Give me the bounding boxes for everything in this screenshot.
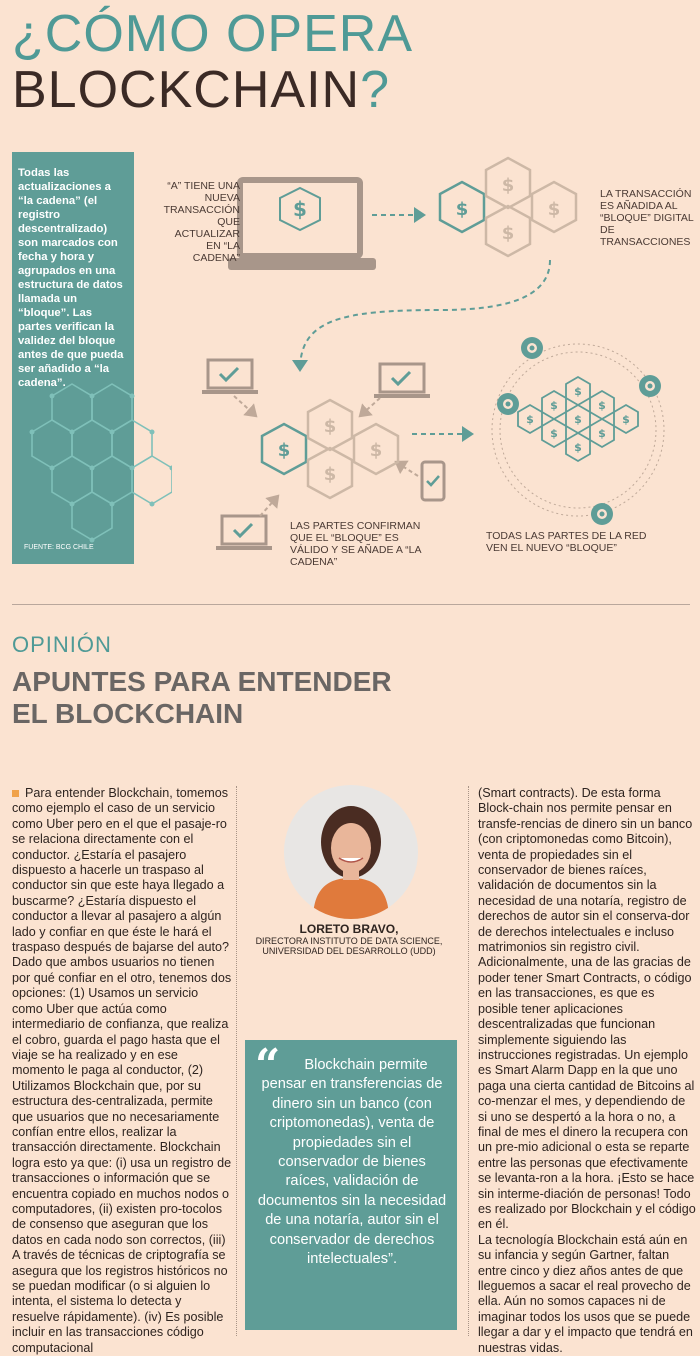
dollar-icon: $ xyxy=(598,427,606,440)
step3-caption: LAS PARTES CONFIRMAN QUE EL “BLOQUE” ES VÁLIDO Y SE AÑADE A “LA CADENA” xyxy=(290,520,421,568)
author-photo xyxy=(283,784,419,920)
column3-paragraph: La tecnología Blockchain está aún en su infancia y según Gartner, faltan entre cinco y diez años antes de que lleguemos a sacar el real provecho de ella. Aún no somos capaces ni de imaginar todos los usos que se puede llegar a dar y el impacto que tendrá en nuestras vidas. xyxy=(478,1232,693,1355)
column3-paragraph: (Smart contracts). De esta forma Block-chain nos permite pensar en transfe-rencias de dinero sin un banco (con criptomonedas como Bitcoin), venta de propiedades sin el conservador de bienes raíces, validación de documentos sin la necesidad de una notaría, registro de derechos de autor sin el conserva-dor de derechos intelectuales e incluso matrimonios sin registro civil. xyxy=(478,786,693,955)
author-credit xyxy=(252,922,446,956)
laptop-check-icon xyxy=(216,516,272,550)
dollar-icon: $ xyxy=(323,464,337,485)
dollar-icon: $ xyxy=(293,197,307,221)
page-title-question-mark: ? xyxy=(360,61,390,119)
author-name: LORETO BRAVO, xyxy=(299,922,399,936)
column-divider xyxy=(468,786,469,1336)
source-credit: FUENTE: BCG CHILE xyxy=(24,544,94,551)
dollar-icon: $ xyxy=(501,175,515,196)
article-column-3 xyxy=(478,786,696,1356)
sidebar-text: Todas las actualizaciones a “la cadena” (el registro descentralizado) son marcados con fecha y hora y agrupados en una estructura de datos llamada un “bloque”. Las partes verifican la validez del bloque antes de que pueda ser añadido a “la cadena”. xyxy=(18,167,124,389)
dollar-icon: $ xyxy=(598,399,606,412)
page-title-word: BLOCKCHAIN xyxy=(12,61,361,119)
page-title-line1: ¿CÓMO OPERA xyxy=(12,5,414,63)
dollar-icon: $ xyxy=(501,223,515,244)
dollar-icon: $ xyxy=(455,199,469,220)
dollar-icon: $ xyxy=(574,385,582,398)
eye-icon xyxy=(497,393,519,415)
headline-line2: EL BLOCKCHAIN xyxy=(12,698,244,729)
quote-mark-icon: “ xyxy=(255,1040,281,1091)
dollar-icon: $ xyxy=(323,416,337,437)
column1-paragraph: Para entender Blockchain, tomemos como ejemplo el caso de un servicio como Uber pero en el que el pasaje-ro se relaciona directamente con el conductor. ¿Estaría el pasajero dispuesto a hacerle un traspaso al conductor sin que este haya llegado a buscarme? ¿Estaría dispuesto el conductor a llevar al pasajero a algún lado y confiar en que éste le hará el traspaso después de bajarse del auto? Dado que ambos usuarios no tienen por qué confiar en el otro, tenemos dos opciones: (1) Usamos un servicio como Uber que actúa como intermediario de confianza, que realiza el cobro, guarda el pago hasta que el viaje se ha realizado y en ese momento le paga al conductor, (2) Utilizamos Blockchain que, por su estructura des-centralizada, permite que usuarios que no necesariamente confían entre ellos, realizar la transacción directamente. Blockchain logra esto ya que: (i) usa un registro de transacciones o información que se encuentra copiado en muchos nodos o computadores, (ii) existen pro-tocolos de consenso que aseguran que los datos en cada nodo son correctos, (iii) A través de técnicas de criptografía se asegura que los registros históricos no se puedan modificar (o si alguien lo intenta, el sistema lo detecta y resuelve rápidamente). (iv) Es posible incluir en las transacciones código computacional xyxy=(12,786,232,1355)
eye-icon xyxy=(591,503,613,525)
section-label: OPINIÓN xyxy=(12,632,112,657)
pull-quote-text: Blockchain permite pensar en transferencias de dinero sin un banco (con criptomonedas), venta de propiedades sin el conservador de bienes raíces, validación de documentos sin la necesidad de una notaría, autor sin el conservador de derechos intelectuales”. xyxy=(257,1057,447,1268)
dollar-icon: $ xyxy=(550,427,558,440)
dollar-icon: $ xyxy=(526,413,534,426)
validated-block-graphic xyxy=(262,400,398,498)
laptop-icon xyxy=(228,180,376,270)
dollar-icon: $ xyxy=(547,199,561,220)
network-chain-graphic xyxy=(492,337,664,525)
pull-quote xyxy=(245,1040,457,1330)
column3-paragraph: Adicionalmente, una de las gracias de poder tener Smart Contracts, o código en las transacciones, es que es posible tener aplicaciones descentralizadas que funcionan simplemente siguiendo las instrucciones registradas. Un ejemplo es Smart Alarm Dapp en la que uno paga una cierta cantidad de Bitcoins al co-menzar el mes, y dependiendo de si uno se despertó a la hora o no, a final de mes el dinero la recupera con un pre-mio adicional o esta se reparte entre las personas que efectivamente se levanta-ron a la hora. ¡Esto se hace sin interme-diación de personas! Todo es realizado por Blockchain y el código en él. xyxy=(478,955,696,1232)
dollar-icon: $ xyxy=(622,413,630,426)
step2-caption: LA TRANSACCIÓN ES AÑADIDA AL “BLOQUE” DIGITAL DE TRANSACCIONES xyxy=(600,188,694,248)
step1-caption: “A” TIENE UNA NUEVA TRANSACCIÓN QUE ACTUALIZAR EN “LA CADENA” xyxy=(163,180,240,264)
article-column-1 xyxy=(12,786,232,1356)
column-divider xyxy=(236,786,237,1336)
dollar-icon: $ xyxy=(574,441,582,454)
page-title-line2 xyxy=(12,62,390,118)
dollar-icon: $ xyxy=(550,399,558,412)
laptop-check-icon xyxy=(374,364,430,398)
bullet-square-icon xyxy=(12,790,19,797)
step4-caption: TODAS LAS PARTES DE LA RED VEN EL NUEVO “BLOQUE” xyxy=(486,530,647,554)
dollar-icon: $ xyxy=(277,440,291,461)
info-sidebar xyxy=(12,152,134,564)
eye-icon xyxy=(521,337,543,359)
phone-check-icon xyxy=(422,462,444,500)
headline-line1: APUNTES PARA ENTENDER xyxy=(12,666,392,697)
transaction-block-graphic xyxy=(440,158,576,256)
dollar-icon: $ xyxy=(574,413,582,426)
dollar-icon: $ xyxy=(369,440,383,461)
article-headline xyxy=(12,666,392,730)
author-role: DIRECTORA INSTITUTO DE DATA SCIENCE, UNIVERSIDAD DEL DESARROLLO (UDD) xyxy=(255,936,443,956)
section-divider xyxy=(12,604,690,605)
laptop-check-icon xyxy=(202,360,258,394)
eye-icon xyxy=(639,375,661,397)
